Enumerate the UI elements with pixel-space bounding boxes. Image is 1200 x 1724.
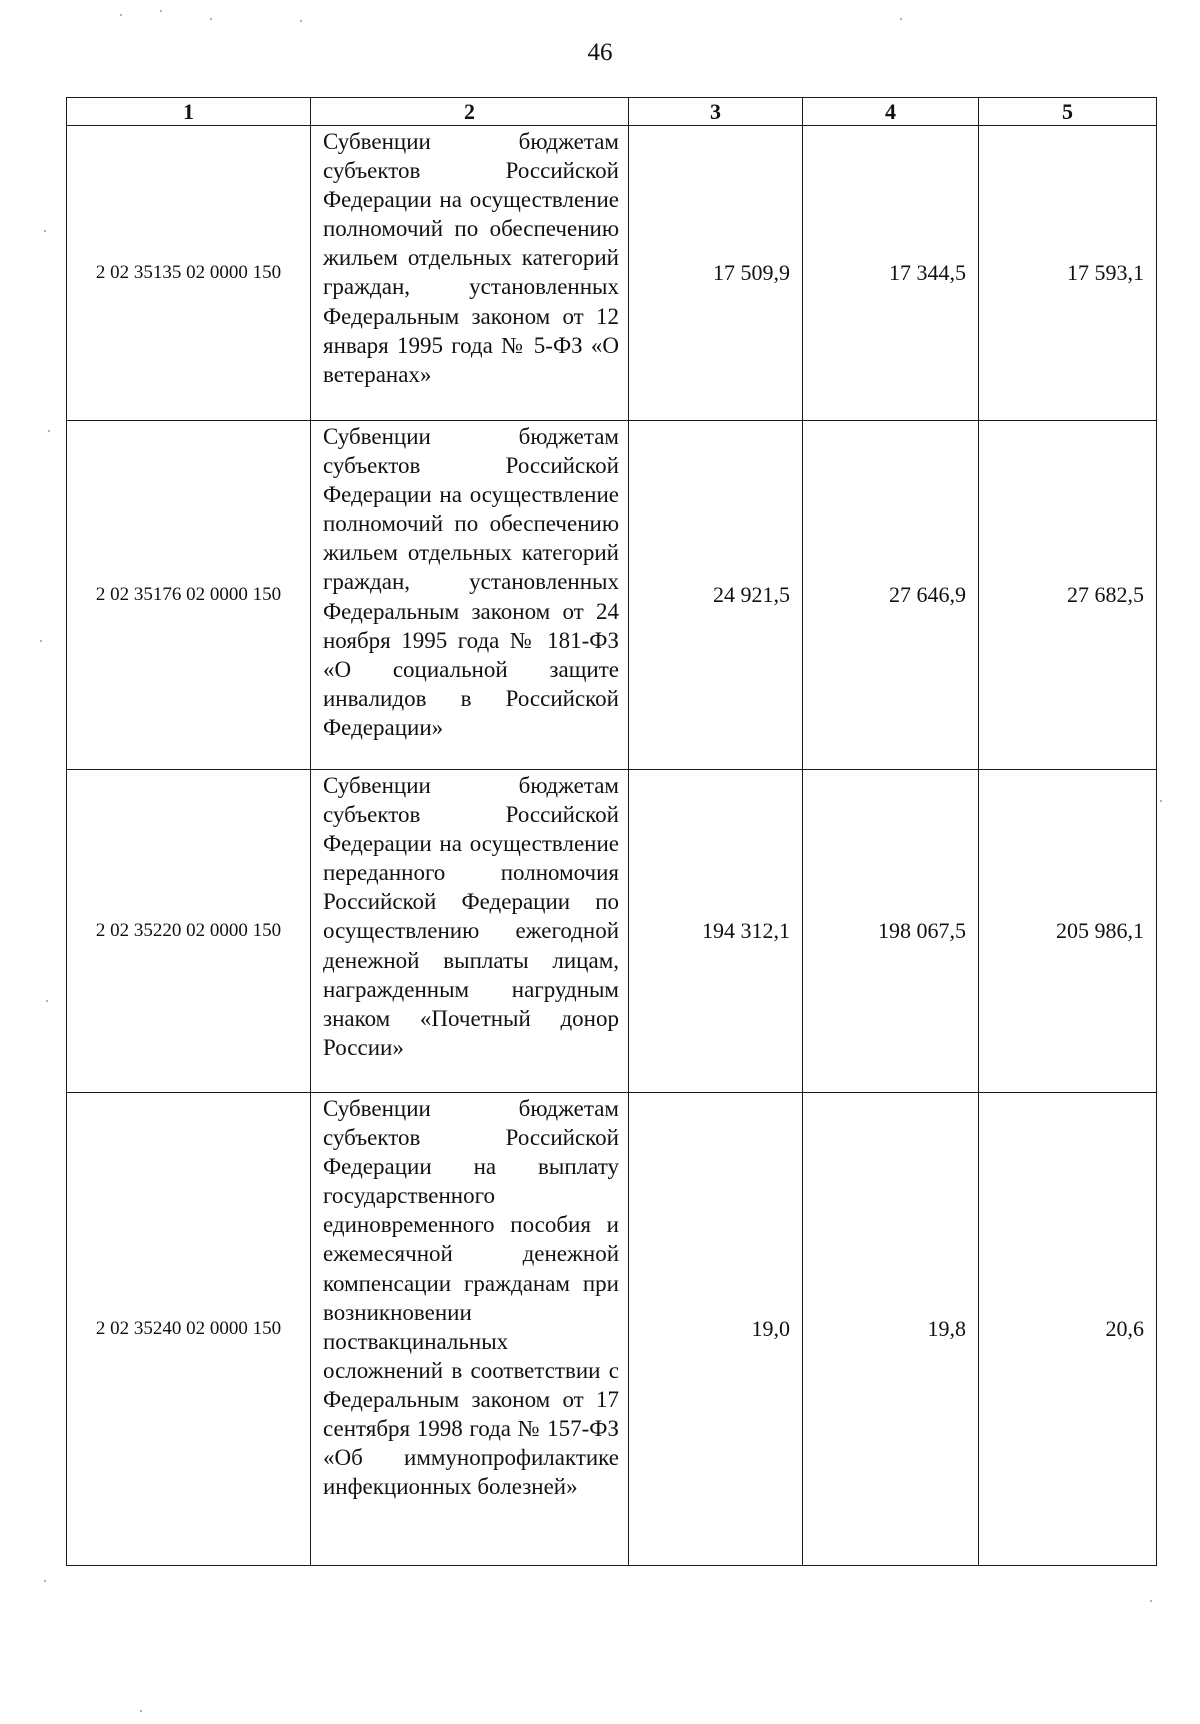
scan-speck: [40, 640, 42, 642]
scan-speck: [44, 1580, 46, 1582]
description-cell: [311, 126, 629, 421]
value-col5-cell: 205 986,1: [979, 770, 1157, 1093]
budget-code-cell: 2 02 35220 02 0000 150: [67, 770, 311, 1093]
value-col3-cell: 24 921,5: [629, 421, 803, 770]
value-col4-cell: 198 067,5: [803, 770, 979, 1093]
column-header-2: 2: [311, 98, 629, 126]
table-row: [67, 770, 1157, 1093]
column-header-4: 4: [803, 98, 979, 126]
description-text: Субвенции бюджетам субъектов Российской Федерации на осуществление полномочий по обеспечению жильем отдельных категорий граждан, установленных Федеральным законом от 24 ноября 1995 года № 181-ФЗ «О социальной защите инвалидов в Российской Федерации»: [323, 424, 619, 740]
scan-speck: [44, 230, 46, 232]
scan-speck: [1150, 1600, 1152, 1602]
table-row: [67, 126, 1157, 421]
description-cell: [311, 421, 629, 770]
table-row: [67, 421, 1157, 770]
table-header-row: [67, 98, 1157, 126]
description-cell: [311, 770, 629, 1093]
value-col3-cell: 17 509,9: [629, 126, 803, 421]
page-number: 46: [587, 39, 613, 66]
budget-code-cell: 2 02 35135 02 0000 150: [67, 126, 311, 421]
scan-speck: [48, 430, 50, 432]
description-text: Субвенции бюджетам субъектов Российской Федерации на осуществление переданного полномочия Российской Федерации по осуществлению ежегодной денежной выплаты лицам, награжденным нагрудным знаком «Почетный донор России»: [323, 773, 619, 1060]
value-col3-cell: 194 312,1: [629, 770, 803, 1093]
budget-table: [66, 97, 1157, 1566]
scan-speck: [160, 10, 162, 12]
scan-speck: [1160, 800, 1162, 802]
description-text: Субвенции бюджетам субъектов Российской Федерации на осуществление полномочий по обеспечению жильем отдельных категорий граждан, установленных Федеральным законом от 12 января 1995 года № 5-ФЗ «О ветеранах»: [323, 129, 619, 387]
scan-speck: [300, 20, 302, 22]
column-header-3: 3: [629, 98, 803, 126]
column-header-1: 1: [67, 98, 311, 126]
value-col5-cell: 27 682,5: [979, 421, 1157, 770]
scan-speck: [120, 14, 122, 16]
scan-speck: [900, 18, 902, 20]
value-col4-cell: 27 646,9: [803, 421, 979, 770]
description-text: Субвенции бюджетам субъектов Российской Федерации на выплату государственного единовременного пособия и ежемесячной денежной компенсации гражданам при возникновении поствакцинальных осложнений в соответствии с Федеральным законом от 17 сентября 1998 года № 157-ФЗ «Об иммунопрофилактике инфекционных болезней»: [323, 1096, 619, 1500]
description-cell: [311, 1093, 629, 1566]
value-col4-cell: 17 344,5: [803, 126, 979, 421]
budget-code-cell: 2 02 35240 02 0000 150: [67, 1093, 311, 1566]
column-header-5: 5: [979, 98, 1157, 126]
scan-speck: [210, 18, 212, 20]
value-col5-cell: 17 593,1: [979, 126, 1157, 421]
value-col4-cell: 19,8: [803, 1093, 979, 1566]
value-col5-cell: 20,6: [979, 1093, 1157, 1566]
budget-code-cell: 2 02 35176 02 0000 150: [67, 421, 311, 770]
value-col3-cell: 19,0: [629, 1093, 803, 1566]
scan-speck: [46, 1000, 48, 1002]
scan-speck: [140, 1710, 142, 1712]
table-row: [67, 1093, 1157, 1566]
